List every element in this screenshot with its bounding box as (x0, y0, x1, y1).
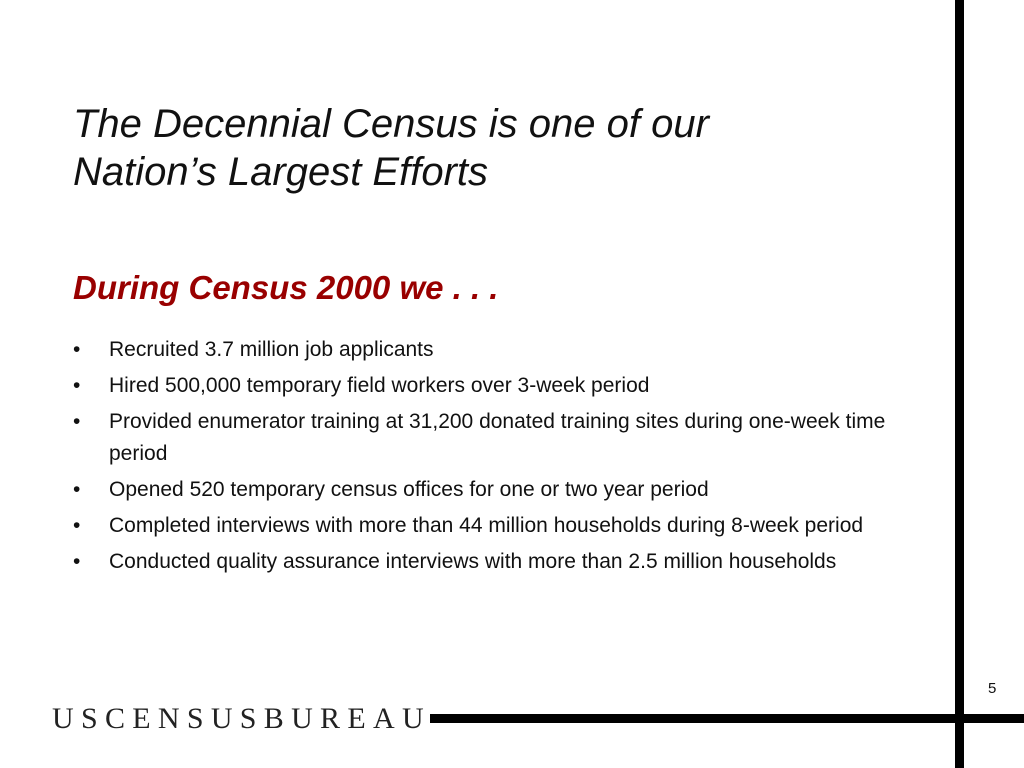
horizontal-rule (430, 714, 1024, 723)
census-bureau-logo: USCENSUSBUREAU (52, 702, 431, 735)
bullet-item (73, 406, 913, 470)
slide-title (73, 100, 933, 196)
vertical-rule (955, 0, 964, 768)
slide-subtitle: During Census 2000 we . . . (73, 269, 499, 306)
bullet-item (73, 334, 913, 366)
slide-title-line-2: Nation’s Largest Efforts (73, 150, 489, 194)
bullet-text: Conducted quality assurance interviews with more than 2.5 million households (109, 550, 837, 573)
page-number: 5 (988, 680, 997, 697)
bullet-item (73, 474, 913, 506)
bullet-icon: • (73, 514, 81, 537)
bullet-text: Completed interviews with more than 44 million households during 8-week period (109, 514, 864, 537)
bullet-text: Opened 520 temporary census offices for one or two year period (109, 478, 709, 501)
bullet-icon: • (73, 478, 81, 501)
bullet-item (73, 370, 913, 402)
slide-title-line-1: The Decennial Census is one of our (73, 102, 709, 146)
bullet-item (73, 546, 913, 578)
bullet-text: Provided enumerator training at 31,200 donated training sites during one-week time period (109, 410, 886, 465)
bullet-list (73, 334, 913, 582)
bullet-icon: • (73, 550, 81, 573)
bullet-icon: • (73, 338, 81, 361)
bullet-icon: • (73, 374, 81, 397)
bullet-icon: • (73, 410, 81, 433)
bullet-text: Recruited 3.7 million job applicants (109, 338, 434, 361)
bullet-item (73, 510, 913, 542)
bullet-text: Hired 500,000 temporary field workers over 3-week period (109, 374, 650, 397)
